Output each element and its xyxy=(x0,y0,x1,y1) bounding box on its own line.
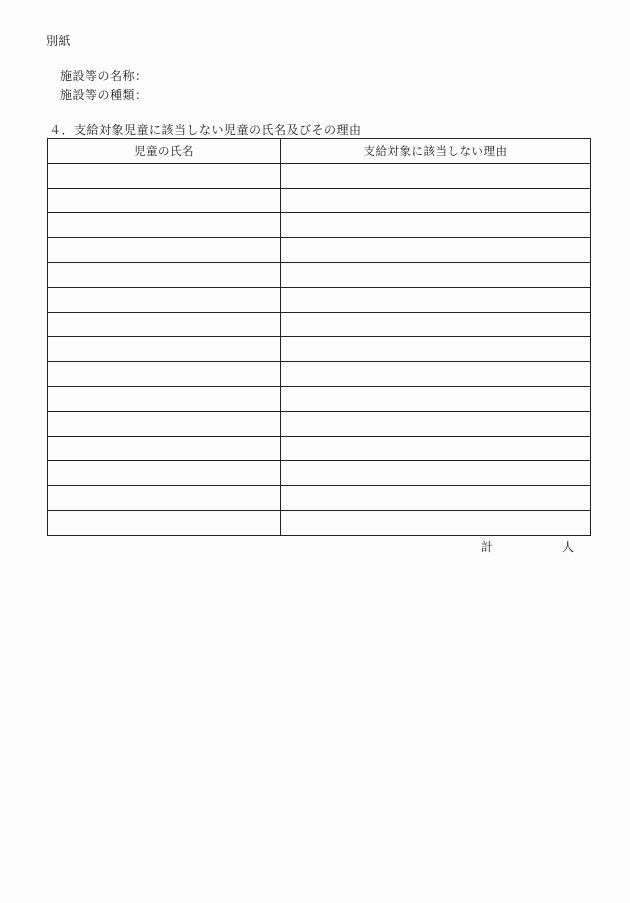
reason-cell xyxy=(281,312,591,337)
table-row xyxy=(48,337,591,362)
reason-cell xyxy=(281,213,591,238)
reason-cell xyxy=(281,386,591,411)
table-row xyxy=(48,287,591,312)
ineligible-children-table xyxy=(47,138,591,536)
total-label: 計 xyxy=(481,540,494,554)
reason-cell xyxy=(281,362,591,387)
reason-cell xyxy=(281,287,591,312)
child-name-cell xyxy=(48,213,281,238)
child-name-cell xyxy=(48,188,281,213)
table-row xyxy=(48,362,591,387)
reason-cell xyxy=(281,411,591,436)
table-row xyxy=(48,312,591,337)
child-name-cell xyxy=(48,411,281,436)
facility-info xyxy=(60,67,148,105)
child-name-cell xyxy=(48,461,281,486)
table-row xyxy=(48,411,591,436)
child-name-cell xyxy=(48,510,281,535)
table-row xyxy=(48,262,591,287)
reason-cell xyxy=(281,510,591,535)
table-row xyxy=(48,163,591,188)
facility-name-label: 施設等の名称： xyxy=(60,69,148,83)
child-name-cell xyxy=(48,312,281,337)
child-name-cell xyxy=(48,163,281,188)
reason-cell xyxy=(281,238,591,263)
reason-cell xyxy=(281,262,591,287)
child-name-cell xyxy=(48,337,281,362)
child-name-cell xyxy=(48,436,281,461)
child-name-cell xyxy=(48,262,281,287)
table-row xyxy=(48,461,591,486)
table-row xyxy=(48,238,591,263)
reason-cell xyxy=(281,486,591,511)
table-row xyxy=(48,213,591,238)
reason-cell xyxy=(281,337,591,362)
child-name-cell xyxy=(48,486,281,511)
child-name-cell xyxy=(48,362,281,387)
header-child-name: 児童の氏名 xyxy=(48,139,281,164)
reason-cell xyxy=(281,461,591,486)
table-row xyxy=(48,486,591,511)
reason-cell xyxy=(281,163,591,188)
child-name-cell xyxy=(48,238,281,263)
header-reason: 支給対象に該当しない理由 xyxy=(281,139,591,164)
table-row xyxy=(48,510,591,535)
table-row xyxy=(48,386,591,411)
section-heading: ４．支給対象児童に該当しない児童の氏名及びその理由 xyxy=(49,123,362,137)
child-name-cell xyxy=(48,386,281,411)
page-label: 別紙 xyxy=(46,34,72,48)
table-body xyxy=(48,163,591,535)
reason-cell xyxy=(281,188,591,213)
table-header-row xyxy=(48,139,591,164)
table-row xyxy=(48,188,591,213)
facility-type-label: 施設等の種類： xyxy=(60,88,148,102)
reason-cell xyxy=(281,436,591,461)
table-row xyxy=(48,436,591,461)
total-unit: 人 xyxy=(562,540,575,554)
child-name-cell xyxy=(48,287,281,312)
